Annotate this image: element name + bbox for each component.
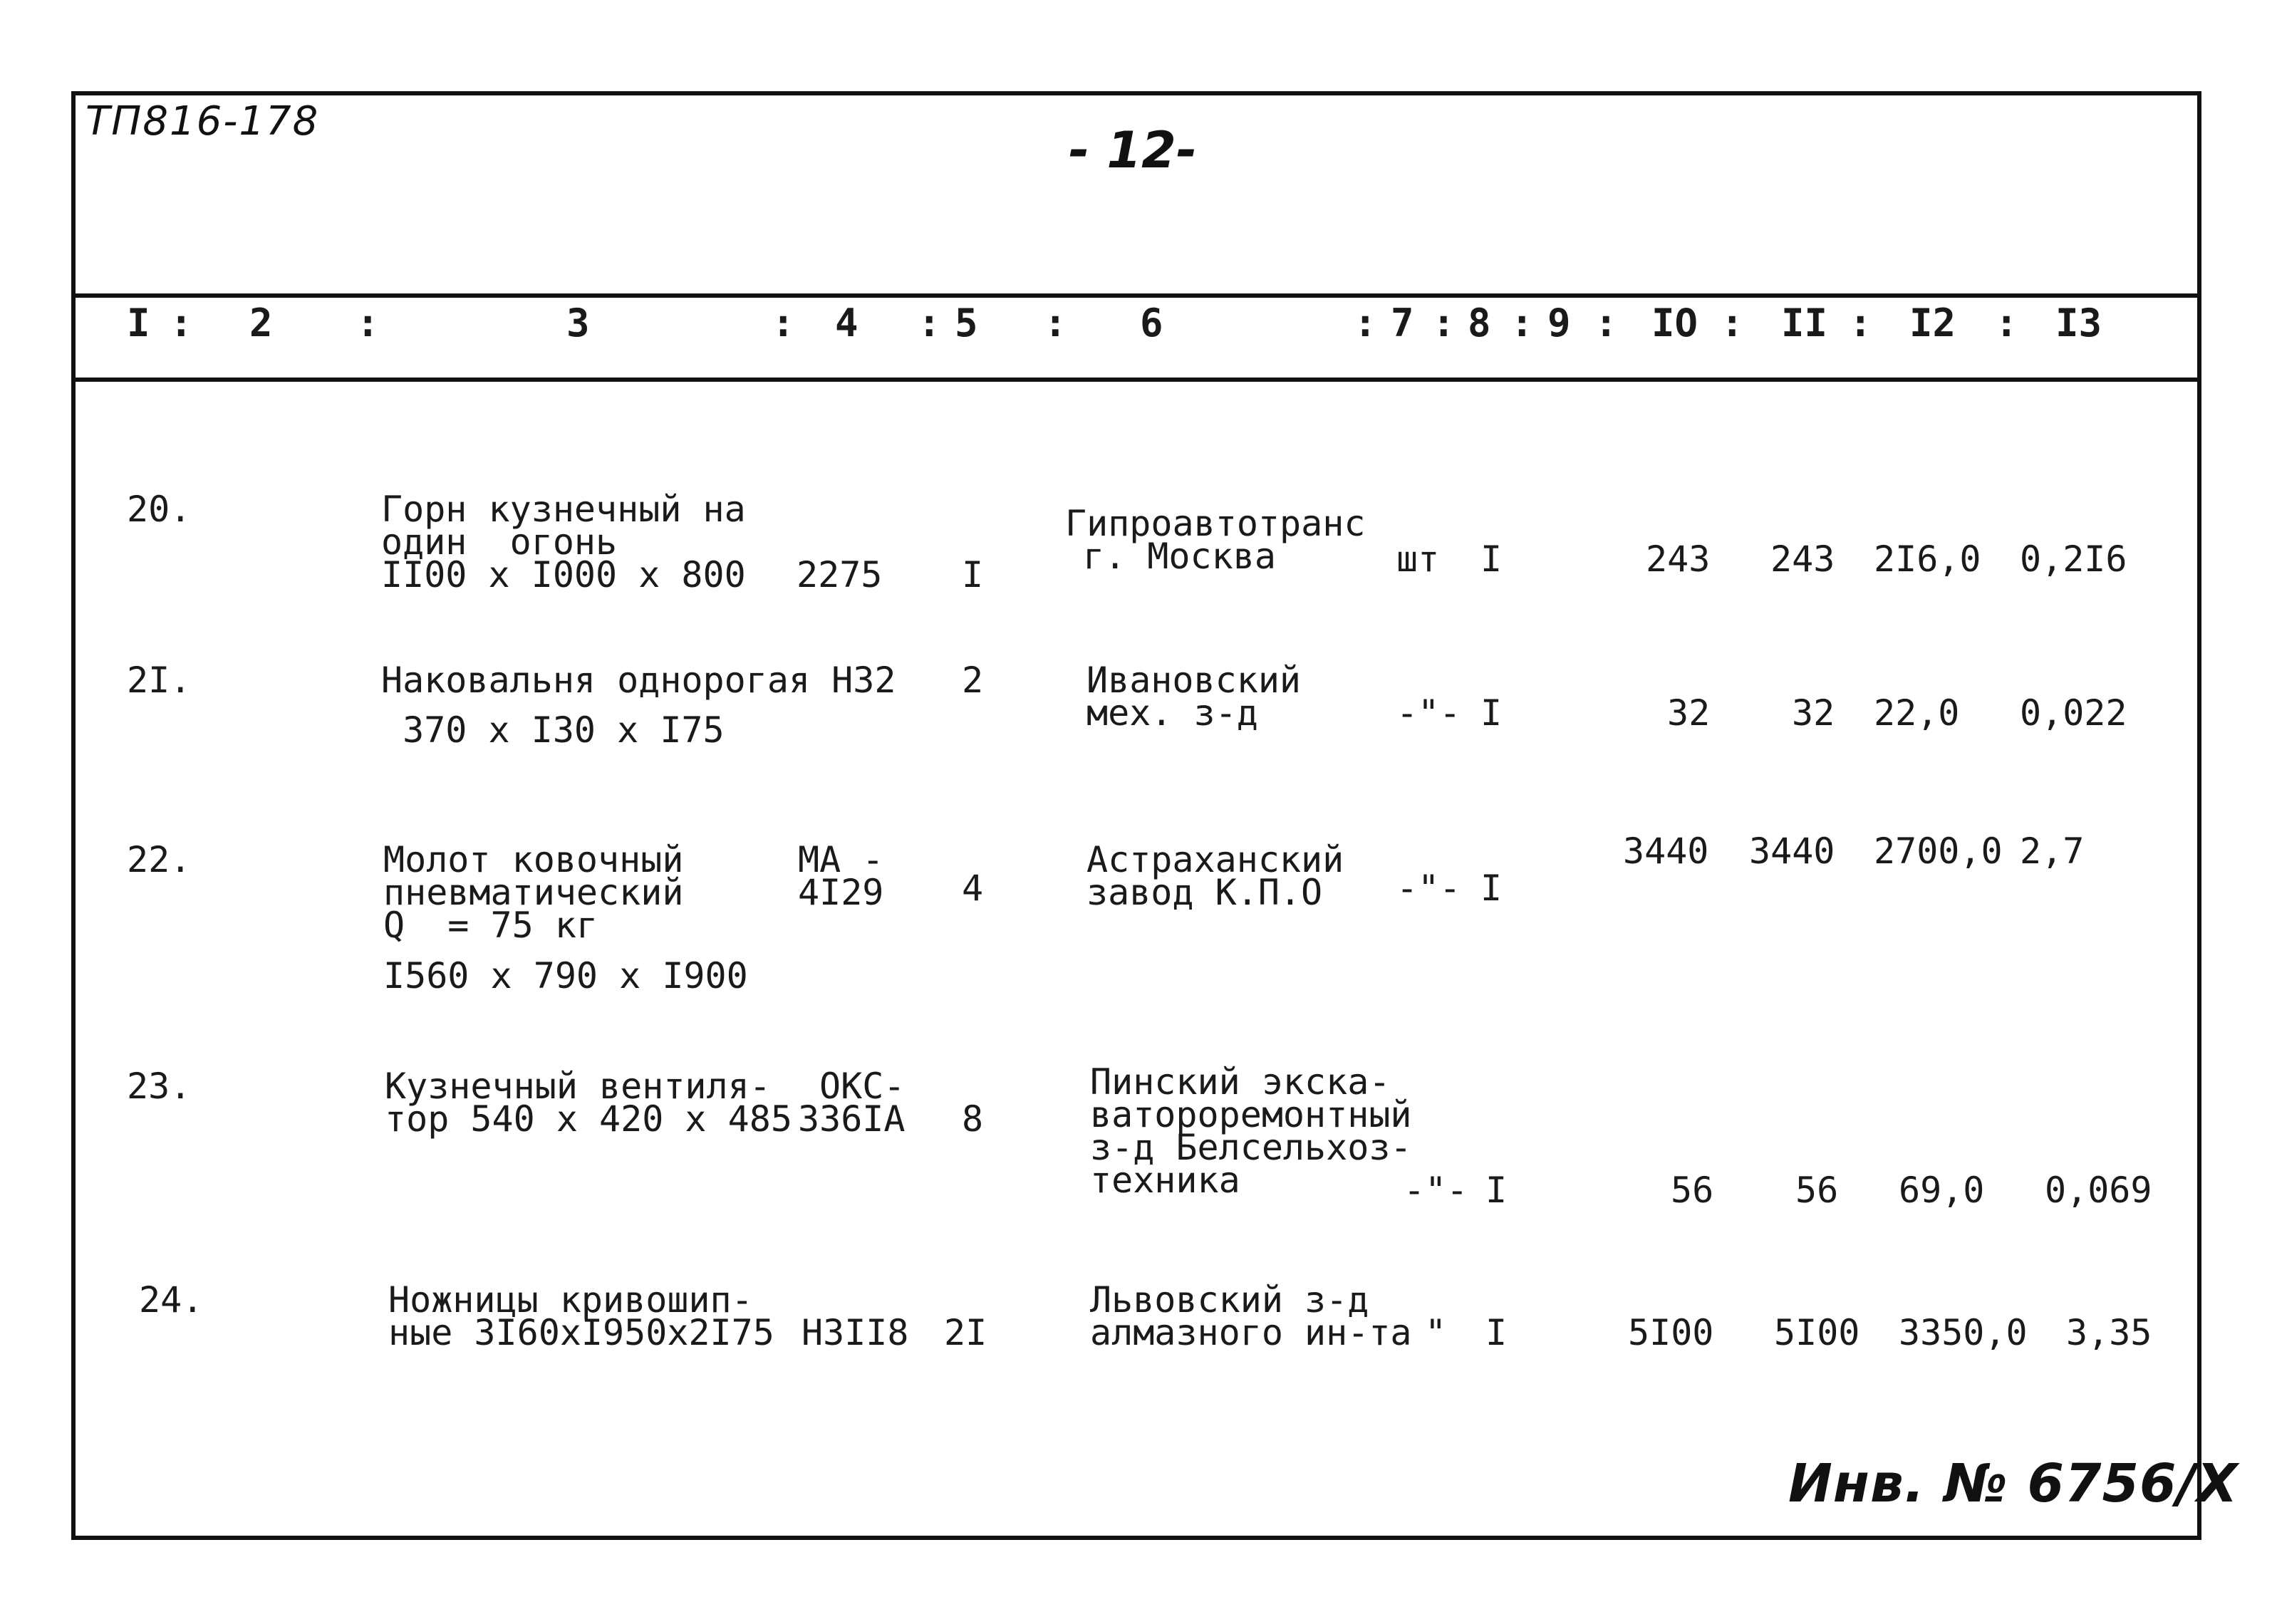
doc-code: ТП816-178: [85, 98, 320, 145]
manufacturer-line: г. Москва: [1083, 536, 1276, 577]
col13-value: 2,7: [2020, 831, 2085, 872]
item-dimensions: I560 x 790 x I900: [383, 955, 748, 996]
unit: ": [1425, 1312, 1447, 1353]
col-separator: :: [1594, 301, 1618, 345]
col-header-11: II: [1781, 301, 1828, 345]
header-divider-bottom: [71, 378, 2201, 382]
header-divider-top: [71, 293, 2201, 298]
col-header-4: 4: [835, 301, 859, 345]
col11-value: 3440: [1749, 831, 1835, 872]
row-number: 24.: [139, 1279, 204, 1321]
manufacturer-line: Гипроавтотранс: [1065, 503, 1366, 544]
col13-value: 0,069: [2045, 1170, 2152, 1211]
manufacturer-line: завод К.П.О: [1086, 872, 1323, 913]
col9-value: I: [1485, 1170, 1508, 1211]
unit: -"-: [1404, 1170, 1468, 1211]
col13-value: 0,2I6: [2020, 538, 2127, 580]
manufacturer-line: техника: [1090, 1160, 1240, 1201]
col11-value: 56: [1795, 1170, 1839, 1211]
col10-value: 56: [1671, 1170, 1714, 1211]
col-header-13: I3: [2055, 301, 2102, 345]
col12-value: 3350,0: [1899, 1312, 2028, 1353]
col-separator: :: [1510, 301, 1534, 345]
page-number: - 12-: [1069, 121, 1197, 179]
row-number: 20.: [127, 489, 192, 530]
inventory-number: Инв. № 6756/X: [1788, 1453, 2239, 1514]
unit: -"-: [1396, 692, 1461, 734]
item-quantity: I: [962, 554, 984, 595]
col10-value: 243: [1646, 538, 1711, 580]
col-separator: :: [918, 301, 941, 345]
col-separator: :: [1849, 301, 1872, 345]
col-separator: :: [1432, 301, 1456, 345]
col13-value: 3,35: [2066, 1312, 2152, 1353]
item-name-line: Кузнечный вентиля-: [385, 1066, 771, 1107]
manufacturer-line: Ивановский: [1086, 660, 1302, 701]
col-header-1: I: [127, 301, 150, 345]
manufacturer-line: мех. з-д: [1086, 692, 1258, 734]
col11-value: 32: [1792, 692, 1835, 734]
col-header-5: 5: [955, 301, 978, 345]
item-name-line: один огонь: [381, 521, 618, 563]
col12-value: 22,0: [1874, 692, 1960, 734]
col-separator: :: [1995, 301, 2018, 345]
col-separator: :: [356, 301, 380, 345]
item-quantity: 8: [962, 1098, 984, 1140]
col12-value: 2I6,0: [1874, 538, 1981, 580]
item-dimensions: 370 x I30 x I75: [381, 709, 725, 751]
unit: шт: [1396, 538, 1440, 580]
col-header-8: 8: [1468, 301, 1491, 345]
col12-value: 2700,0: [1874, 831, 2003, 872]
item-type: Н3II8: [802, 1312, 909, 1353]
item-type-line: 4I29: [798, 872, 884, 913]
col-header-2: 2: [249, 301, 273, 345]
item-name-line: Наковальня однорогая Н32: [381, 660, 896, 701]
col-header-12: I2: [1909, 301, 1956, 345]
manufacturer-line: Львовский з-д: [1090, 1279, 1369, 1321]
col-separator: :: [1354, 301, 1377, 345]
row-number: 2I.: [127, 660, 192, 701]
col-separator: :: [170, 301, 193, 345]
manufacturer-line: з-д Белсельхоз-: [1090, 1127, 1412, 1168]
col11-value: 243: [1770, 538, 1835, 580]
manufacturer-line: Астраханский: [1086, 839, 1344, 880]
col-header-6: 6: [1140, 301, 1163, 345]
col-header-9: 9: [1547, 301, 1571, 345]
col10-value: 32: [1667, 692, 1711, 734]
item-quantity: 2: [962, 660, 984, 701]
item-type: 2275: [797, 554, 883, 595]
manufacturer-line: алмазного ин-та: [1090, 1312, 1412, 1353]
item-type-line: ОКС-: [819, 1066, 906, 1107]
item-quantity: 2I: [944, 1312, 987, 1353]
col9-value: I: [1485, 1312, 1508, 1353]
col10-value: 3440: [1623, 831, 1709, 872]
manufacturer-line: Пинский экска-: [1090, 1061, 1391, 1103]
item-name-line: Ножницы кривошип-: [388, 1279, 753, 1321]
item-type-line: МА -: [798, 839, 884, 880]
item-name-line: Молот ковочный: [383, 839, 684, 880]
col-header-3: 3: [566, 301, 590, 345]
item-name-line: пневматический: [383, 872, 684, 913]
item-name-line: Горн кузнечный на: [381, 489, 746, 530]
row-number: 22.: [127, 839, 192, 880]
item-name-line: Q = 75 кг: [383, 905, 598, 946]
col10-value: 5I00: [1628, 1312, 1714, 1353]
row-number: 23.: [127, 1066, 192, 1107]
col12-value: 69,0: [1899, 1170, 1985, 1211]
col9-value: I: [1480, 868, 1503, 909]
manufacturer-line: ватороремонтный: [1090, 1094, 1412, 1135]
item-quantity: 4: [962, 868, 984, 909]
col-header-10: IO: [1651, 301, 1698, 345]
col-separator: :: [1044, 301, 1067, 345]
col-separator: :: [1721, 301, 1744, 345]
col9-value: I: [1480, 692, 1503, 734]
col9-value: I: [1480, 538, 1503, 580]
item-name-line: тор 540 x 420 x 485: [385, 1098, 792, 1140]
item-dimensions: II00 x I000 x 800: [381, 554, 746, 595]
item-name-line: ные 3I60xI950x2I75: [388, 1312, 774, 1353]
col13-value: 0,022: [2020, 692, 2127, 734]
col-header-7: 7: [1391, 301, 1414, 345]
col11-value: 5I00: [1774, 1312, 1860, 1353]
col-separator: :: [772, 301, 795, 345]
item-type-line: 336IA: [798, 1098, 906, 1140]
unit: -"-: [1396, 868, 1461, 909]
